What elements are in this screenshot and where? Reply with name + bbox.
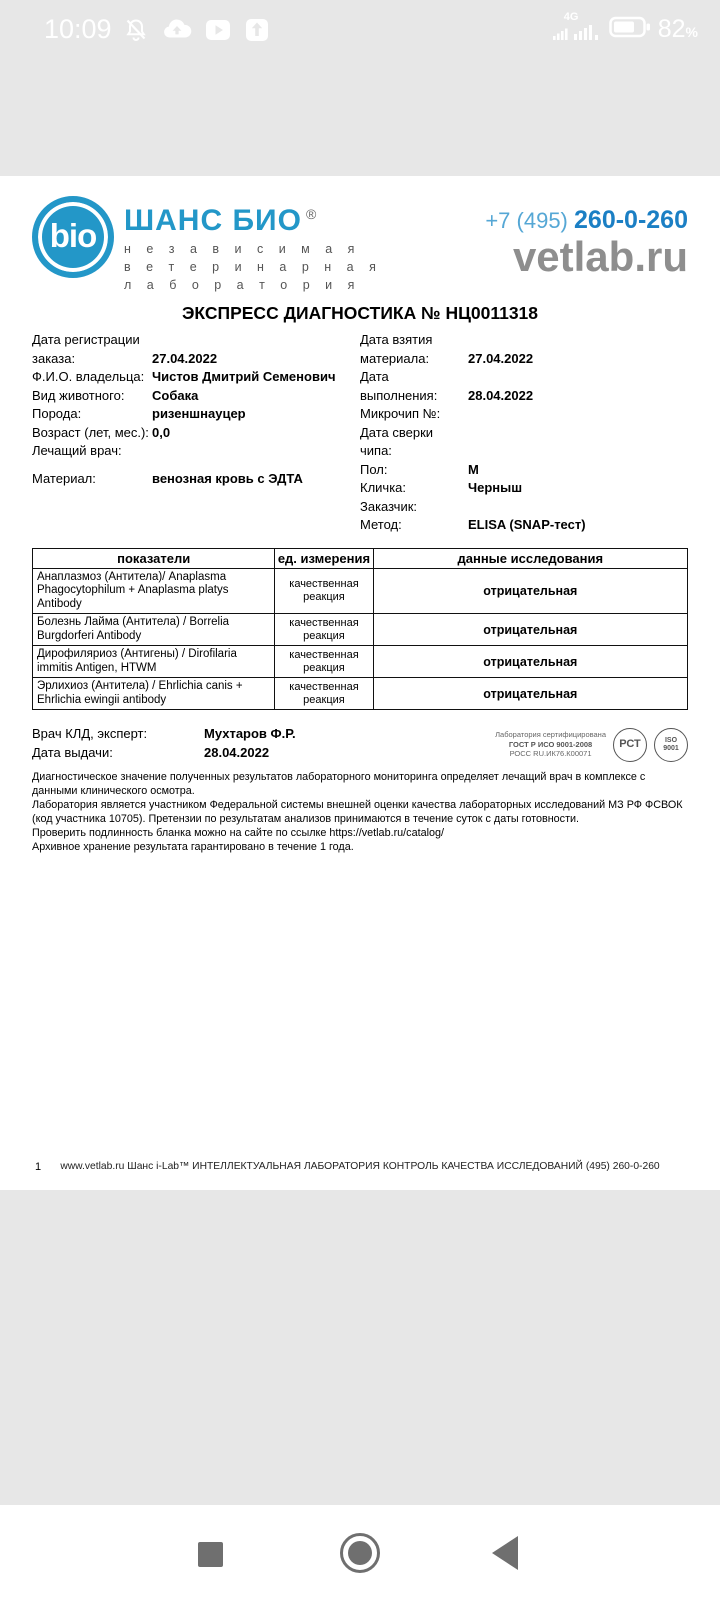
issue-date-label: Дата выдачи: [32, 744, 113, 760]
cert-line: Лаборатория сертифицирована [495, 730, 606, 740]
patient-info-left [32, 331, 360, 535]
upload-arrow-icon [243, 16, 271, 49]
brand-tagline [124, 240, 382, 294]
patient-info-right [360, 331, 688, 535]
report-header [32, 196, 688, 294]
disclaimer-notes [32, 770, 688, 854]
test-name: Эрлихиоз (Антитела) / Ehrlichia canis + Ehrlichia ewingii antibody [33, 678, 275, 710]
field-value: 0,0 [152, 424, 171, 440]
field-row [32, 387, 360, 406]
percent-sign: % [685, 24, 698, 40]
table-row [33, 614, 688, 646]
field-value: Чистов Дмитрий Семенович [152, 369, 336, 384]
field-row [32, 368, 360, 387]
test-result: отрицательная [373, 614, 687, 646]
field-label: Лечащий врач: [32, 443, 122, 458]
status-indicators [552, 12, 698, 47]
cert-line: ГОСТ Р ИСО 9001-2008 [508, 739, 593, 749]
signal-bars-icon [552, 23, 602, 47]
page-footer [0, 1161, 720, 1172]
field-value: 28.04.2022 [468, 387, 534, 403]
signal-cluster [552, 12, 602, 47]
doctor-block [32, 725, 462, 762]
field-value: М [468, 461, 479, 477]
field-row [32, 442, 360, 461]
tagline-line: н е з а в и с и м а я [124, 242, 361, 256]
phone-prefix: +7 (495) [485, 208, 568, 233]
brand-block [124, 196, 382, 294]
field-label: Возраст (лет, мес.): [32, 424, 149, 440]
field-label: Дата взятия материала: [360, 332, 433, 366]
video-app-icon [204, 16, 232, 49]
mute-bell-icon [122, 16, 150, 49]
registered-mark: ® [305, 206, 318, 222]
cert-line: РОСС RU.ИК76.К00071 [509, 749, 592, 759]
test-name: Болезнь Лайма (Антитела) / Borrelia Burgdorferi Antibody [33, 614, 275, 646]
rst-logo-text: РСТ [619, 738, 641, 750]
brand-name [124, 198, 382, 237]
battery-icon [609, 15, 651, 44]
phone-main: 260-0-260 [574, 206, 688, 234]
field-row [360, 368, 688, 405]
field-label: Вид животного: [32, 387, 125, 403]
issue-date-row [32, 744, 462, 763]
brand-name-text: ШАНС БИО [124, 204, 302, 237]
note-clinical: Диагностическое значение полученных результатов лабораторного мониторинга определяет лечащий врач в комплексе с данными клинического осмотра. [32, 771, 646, 797]
field-label: Микрочип №: [360, 406, 441, 421]
column-header-indicators: показатели [33, 548, 275, 568]
field-label: Метод: [360, 517, 402, 532]
test-result: отрицательная [373, 646, 687, 678]
test-unit: качественная реакция [275, 614, 373, 646]
test-unit: качественная реакция [275, 568, 373, 614]
results-table [32, 548, 688, 711]
field-row [360, 424, 688, 461]
certification-block [495, 725, 688, 762]
field-label: Дата выполнения: [360, 369, 438, 403]
tagline-line: в е т е р и н а р н а я [124, 260, 382, 274]
doctor-row [32, 725, 462, 744]
field-value: Черныш [468, 480, 523, 495]
bio-logo-text: bio [49, 216, 97, 254]
android-nav-bar [0, 1505, 720, 1600]
field-row [32, 405, 360, 424]
iso-logo-text: ISO [664, 736, 678, 744]
test-unit: качественная реакция [275, 678, 373, 710]
patient-info [32, 331, 688, 535]
field-label: Материал: [32, 470, 96, 486]
field-row [32, 331, 360, 368]
iso-cert-logo-icon [654, 728, 688, 762]
test-result: отрицательная [373, 568, 687, 614]
test-unit: качественная реакция [275, 646, 373, 678]
field-label: Пол: [360, 461, 388, 477]
column-header-units: ед. измерения [275, 548, 373, 568]
recents-button[interactable] [198, 1542, 223, 1567]
contact-block [485, 196, 688, 294]
cloud-upload-icon [161, 16, 193, 49]
field-label: Заказчик: [360, 498, 418, 514]
test-name: Дирофиляриоз (Антигены) / Dirofilaria immitis Antigen, HTWM [33, 646, 275, 678]
field-row [32, 424, 360, 443]
note-fsvok: Лаборатория является участником Федеральной системы внешней оценки качества лабораторных исследований МЗ РФ ФСВОК (код участника 10705). Претензии по результатам анализов принимаются в течение суток с даты готовности. [32, 799, 683, 825]
notification-icons [122, 16, 271, 49]
rst-cert-logo-icon [613, 728, 647, 762]
table-header-row [33, 548, 688, 568]
home-button-icon [348, 1541, 372, 1565]
table-row [33, 568, 688, 614]
status-bar [0, 0, 720, 60]
column-header-results: данные исследования [373, 548, 687, 568]
tagline-line: л а б о р а т о р и я [124, 278, 361, 292]
doctor-name: Мухтаров Ф.Р. [204, 726, 296, 741]
battery-percent-value: 82 [657, 15, 686, 43]
network-type-label: 4G [563, 11, 579, 23]
field-label: Дата регистрации заказа: [32, 332, 140, 366]
field-row [360, 498, 688, 517]
page-number: 1 [35, 1161, 42, 1173]
issue-date-value: 28.04.2022 [204, 744, 270, 760]
field-label: Дата сверки чипа: [360, 424, 434, 458]
table-row [33, 678, 688, 710]
iso-logo-number: 9001 [663, 744, 679, 752]
field-value: ELISA (SNAP-тест) [468, 517, 586, 532]
field-label: Кличка: [360, 480, 407, 495]
lab-report-page [0, 176, 720, 1190]
field-value: ризеншнауцер [152, 406, 246, 421]
report-title: ЭКСПРЕСС ДИАГНОСТИКА № НЦ0011318 [181, 303, 539, 323]
field-value: 27.04.2022 [468, 350, 534, 366]
field-row-material [32, 470, 360, 489]
field-row [360, 331, 688, 368]
footer-text: www.vetlab.ru Шанс i-Lab™ ИНТЕЛЛЕКТУАЛЬНАЯ ЛАБОРАТОРИЯ КОНТРОЛЬ КАЧЕСТВА ИССЛЕДОВАНИЙ (495) 260-0-260 [60, 1161, 660, 1172]
lab-logo [32, 196, 382, 294]
field-value: 27.04.2022 [152, 350, 218, 366]
field-row [360, 479, 688, 498]
note-archive: Архивное хранение результата гарантировано в течение 1 года. [32, 841, 354, 853]
back-button[interactable] [492, 1536, 518, 1570]
test-name: Анаплазмоз (Антитела)/ Anaplasma Phagocytophilum + Anaplasma platys Antibody [33, 568, 275, 614]
field-row [360, 461, 688, 480]
field-value: венозная кровь с ЭДТА [152, 470, 303, 486]
table-row [33, 646, 688, 678]
clock: 10:09 [44, 14, 112, 44]
field-label: Ф.И.О. владельца: [32, 369, 145, 384]
signoff-section [32, 725, 688, 762]
certification-text [495, 730, 606, 759]
bio-logo-icon [32, 196, 114, 278]
field-row-method [360, 516, 688, 535]
doctor-label: Врач КЛД, эксперт: [32, 726, 148, 741]
home-button[interactable] [340, 1533, 380, 1573]
field-row [360, 405, 688, 424]
field-label: Порода: [32, 406, 82, 421]
field-value: Собака [152, 387, 199, 403]
test-result: отрицательная [373, 678, 687, 710]
phone-number [485, 206, 688, 235]
note-verify-link: Проверить подлинность бланка можно на сайте по ссылке https://vetlab.ru/catalog/ [32, 827, 444, 839]
website-url: vetlab.ru [512, 233, 688, 280]
battery-percent [658, 15, 698, 44]
